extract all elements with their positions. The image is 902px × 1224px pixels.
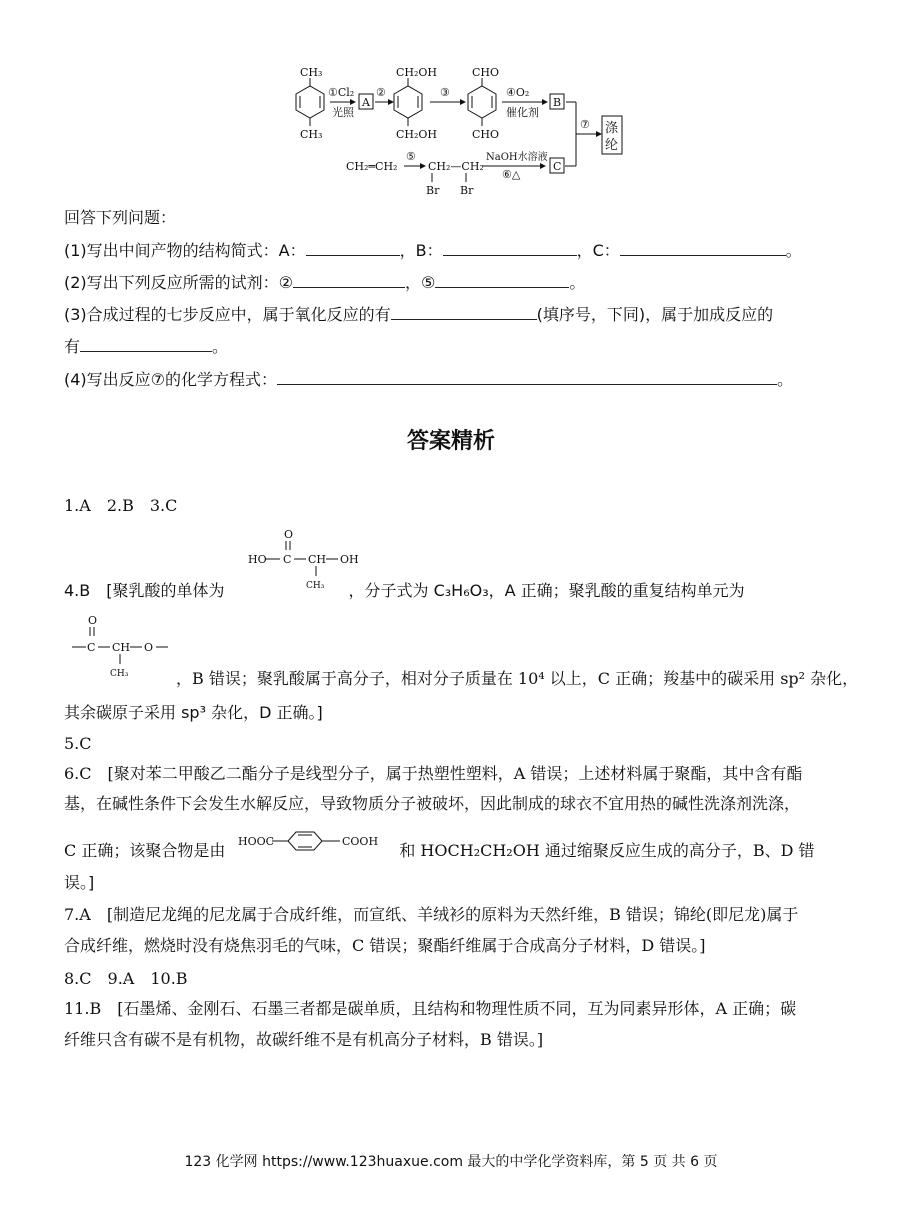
diol-bottom-group: CH₂OH bbox=[396, 128, 438, 141]
aldehyde-top-group: CHO bbox=[472, 66, 500, 79]
br-2: Br bbox=[460, 184, 474, 197]
svg-text:O: O bbox=[88, 614, 98, 627]
benzenedimethanol-structure bbox=[394, 78, 422, 126]
br-1: Br bbox=[426, 184, 440, 197]
svg-text:OH: OH bbox=[340, 553, 359, 566]
svg-text:CH₃: CH₃ bbox=[110, 669, 129, 679]
answer-6-line-3: C 正确；该聚合物是由 和 HOCH₂CH₂OH 通过缩聚反应生成的高分子，B、D 错 bbox=[64, 841, 815, 860]
step4-condition: 催化剂 bbox=[506, 106, 539, 119]
svg-text:CH: CH bbox=[112, 641, 131, 654]
box-a: A bbox=[362, 96, 370, 109]
step1-reagent: ①Cl₂ bbox=[328, 86, 355, 99]
svg-text:HOOC: HOOC bbox=[238, 835, 275, 848]
step3-label: ③ bbox=[440, 86, 450, 99]
answer-11-line-1: 11.B [石墨烯、金刚石、石墨三者都是碳单质，且结构和物理性质不同，互为同素异形体，A 正确；碳 bbox=[64, 999, 797, 1018]
question-4: (4)写出反应⑦的化学方程式： 。 bbox=[64, 370, 794, 389]
step6-reagent: NaOH水溶液 bbox=[486, 152, 548, 163]
answer-blank-equation[interactable] bbox=[277, 370, 777, 385]
question-3-line-2: 有 。 bbox=[64, 337, 229, 356]
answer-7-line-1: 7.A [制造尼龙绳的尼龙属于合成纤维，而宣纸、羊绒衫的原料为天然纤维，B 错误；锦纶(即尼龙)属于 bbox=[64, 905, 799, 924]
answer-blank-a[interactable] bbox=[306, 241, 400, 256]
answer-blank-oxidation[interactable] bbox=[391, 305, 537, 320]
answer-blank-c[interactable] bbox=[620, 241, 786, 256]
svg-text:C: C bbox=[87, 641, 96, 654]
answer-6-line-2: 基，在碱性条件下会发生水解反应，导致物质分子被破坏，因此制成的球衣不宜用热的碱性洗涤剂洗涤， bbox=[64, 794, 801, 813]
answer-5: 5.C bbox=[64, 734, 92, 753]
answer-8-10: 8.C 9.A 10.B bbox=[64, 969, 188, 988]
svg-text:O: O bbox=[144, 641, 154, 654]
svg-text:C: C bbox=[283, 553, 292, 566]
page-footer: 123 化学网 https://www.123huaxue.com 最大的中学化学资料库，第 5 页 共 6 页 bbox=[184, 1154, 718, 1170]
answer-1-3: 1.A 2.B 3.C bbox=[64, 496, 178, 515]
dibromoethane: CH₂—CH₂ bbox=[428, 160, 484, 173]
xylene-bottom-ch3: CH₃ bbox=[300, 128, 323, 141]
answer-blank-reagent-2[interactable] bbox=[293, 273, 405, 288]
question-2: (2)写出下列反应所需的试剂：② ，⑤ 。 bbox=[64, 273, 586, 292]
p-xylene-structure bbox=[296, 78, 324, 126]
svg-text:O: O bbox=[284, 528, 294, 541]
answer-blank-b[interactable] bbox=[443, 241, 577, 256]
questions-intro: 回答下列问题： bbox=[64, 208, 177, 227]
product-char-2: 纶 bbox=[605, 138, 619, 153]
aldehyde-bottom-group: CHO bbox=[472, 128, 500, 141]
answer-4-line-3: 其余碳原子采用 sp³ 杂化，D 正确。] bbox=[64, 703, 323, 722]
answers-title: 答案精析 bbox=[406, 429, 495, 454]
question-3: (3)合成过程的七步反应中，属于氧化反应的有 (填序号，下同)，属于加成反应的 bbox=[64, 305, 774, 324]
diol-top-group: CH₂OH bbox=[396, 66, 438, 79]
question-1: (1)写出中间产物的结构简式：A： ，B： ，C： 。 bbox=[64, 241, 802, 260]
answer-6-line-1: 6.C [聚对苯二甲酸乙二酯分子是线型分子，属于热塑性塑料，A 错误；上述材料属于聚酯，其中含有酯 bbox=[64, 764, 803, 783]
answer-4-line-1: 4.B [聚乳酸的单体为 ，分子式为 C₃H₆O₃，A 正确；聚乳酸的重复结构单元为 bbox=[64, 581, 745, 600]
answer-blank-addition[interactable] bbox=[80, 337, 212, 352]
step4-reagent: ④O₂ bbox=[506, 86, 530, 99]
answer-11-line-2: 纤维只含有碳不是有机物，故碳纤维不是有机高分子材料，B 错误。] bbox=[64, 1030, 544, 1049]
step7-label: ⑦ bbox=[580, 118, 590, 131]
svg-text:CH₃: CH₃ bbox=[306, 581, 325, 591]
xylene-top-ch3: CH₃ bbox=[300, 66, 323, 79]
box-b: B bbox=[553, 96, 562, 109]
answer-6-line-4: 误。] bbox=[64, 873, 95, 892]
box-c: C bbox=[553, 160, 562, 173]
step5-label: ⑤ bbox=[406, 150, 416, 163]
answer-7-line-2: 合成纤维，燃烧时没有烧焦羽毛的气味，C 错误；聚酯纤维属于合成高分子材料，D 错误。] bbox=[64, 936, 706, 955]
answer-blank-reagent-5[interactable] bbox=[435, 273, 569, 288]
step6-condition: ⑥△ bbox=[502, 168, 521, 181]
step2-label: ② bbox=[376, 86, 386, 99]
step1-condition: 光照 bbox=[332, 106, 354, 119]
synthesis-scheme bbox=[280, 62, 630, 202]
product-char-1: 涤 bbox=[605, 121, 619, 136]
terephthalic-acid-structure bbox=[236, 828, 396, 862]
ethylene: CH₂═CH₂ bbox=[346, 160, 398, 173]
repeat-unit-structure bbox=[66, 612, 176, 684]
svg-text:HO: HO bbox=[248, 553, 267, 566]
svg-text:CH: CH bbox=[308, 553, 327, 566]
terephthalaldehyde-structure bbox=[468, 78, 496, 126]
svg-text:COOH: COOH bbox=[342, 835, 379, 848]
answer-4-line-2: ，B 错误；聚乳酸属于高分子，相对分子质量在 10⁴ 以上，C 正确；羧基中的碳采用 sp² 杂化， bbox=[176, 669, 859, 688]
